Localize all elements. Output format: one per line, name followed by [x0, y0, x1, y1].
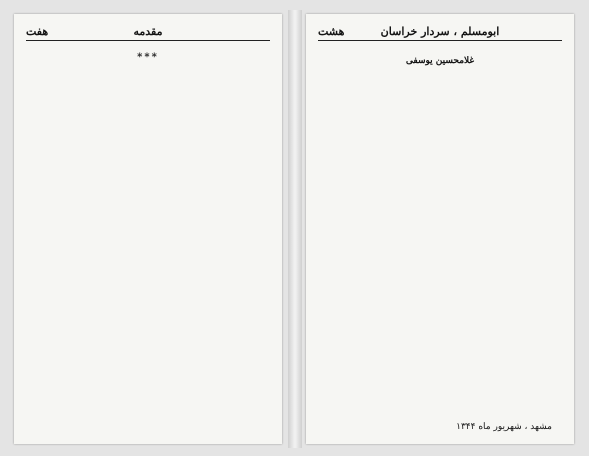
left-page-header [26, 24, 270, 41]
section-ornament: *** [137, 52, 159, 63]
left-page [14, 14, 282, 444]
place-and-date: مشهد ، شهریور ماه ۱۳۴۴ [456, 422, 552, 432]
book-gutter [288, 10, 302, 448]
right-page-body [318, 46, 562, 67]
right-page-title: ابومسلم ، سردار خراسان [380, 25, 500, 38]
right-page-header [318, 24, 562, 41]
right-page [306, 14, 574, 444]
left-page-folio: هفت [26, 25, 49, 38]
right-page-folio: هشت [318, 25, 345, 38]
left-page-body [26, 46, 270, 69]
author-signature: غلامحسین یوسفی [405, 56, 475, 66]
left-page-title: مقدمه [133, 25, 163, 38]
